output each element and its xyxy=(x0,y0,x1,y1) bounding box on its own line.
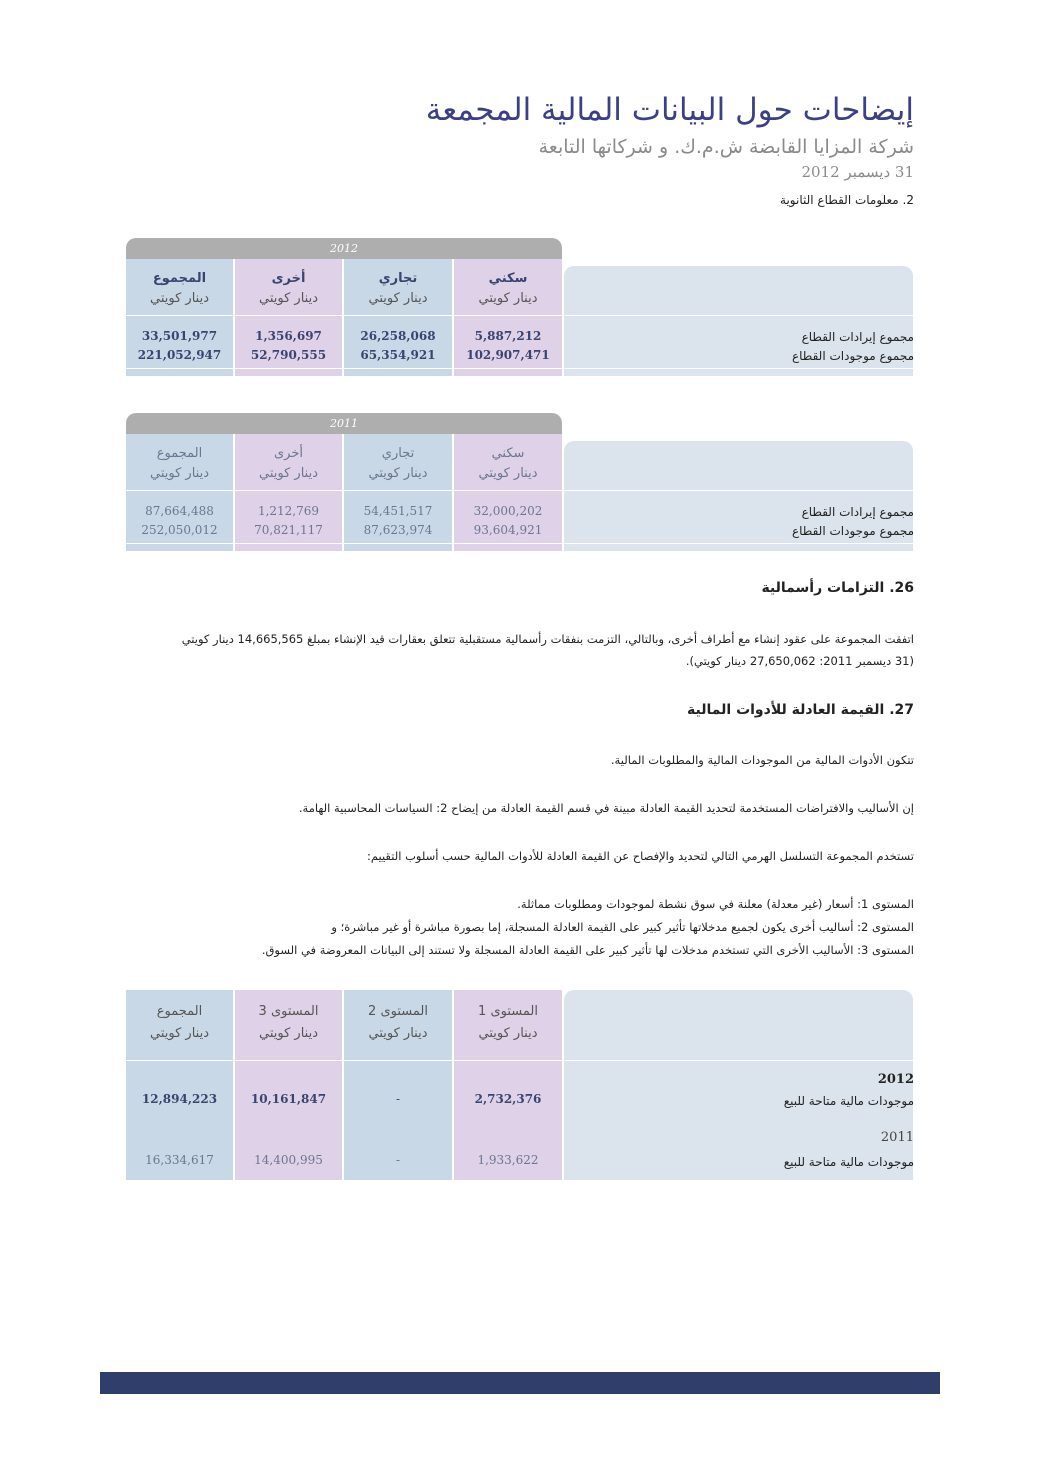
column-other xyxy=(235,434,342,551)
row-label-afs-2012: موجودات مالية متاحة للبيع xyxy=(783,1094,914,1108)
column-level-3 xyxy=(235,990,342,1180)
section-27-paragraph-1: تتكون الأدوات المالية من الموجودات المالية والمطلوبات المالية. xyxy=(610,753,914,767)
column-header: المستوى 3 xyxy=(258,1004,319,1019)
divider xyxy=(126,543,913,544)
divider xyxy=(126,1060,913,1061)
column-total xyxy=(126,990,233,1180)
level-3-definition: المستوى 3: الأساليب الأخرى التي تستخدم مدخلات لها تأثير كبير على القيمة العادلة المسجلة ولا تستند إلى البيانات المعروضة في السوق. xyxy=(261,943,914,957)
cell-assets: 70,821,117 xyxy=(254,523,323,537)
cell-2012: - xyxy=(395,1092,401,1106)
column-header: أخرى xyxy=(271,271,306,286)
section-26-line-1: اتفقت المجموعة على عقود إنشاء مع أطراف أخرى، وبالتالي، التزمت بنفقات رأسمالية مستقبلية تتعلق بعقارات قيد الإنشاء بمبلغ 14,665,565 دينار كويتي xyxy=(181,632,914,646)
column-unit: دينار كويتي xyxy=(150,291,209,306)
column-level-2 xyxy=(344,990,452,1180)
table-2011-year-band: 2011 xyxy=(126,413,562,434)
year-2012-label: 2012 xyxy=(877,1072,914,1087)
column-header: سكني xyxy=(491,446,525,461)
column-header: تجاري xyxy=(381,446,415,461)
column-header: المجموع xyxy=(156,446,203,461)
cell-assets: 65,354,921 xyxy=(360,348,436,362)
column-unit: دينار كويتي xyxy=(478,291,538,306)
cell-revenue: 1,356,697 xyxy=(255,329,322,343)
cell-revenue: 32,000,202 xyxy=(473,504,543,518)
column-unit: دينار كويتي xyxy=(150,466,209,481)
section-2-heading: 2. معلومات القطاع الثانوية xyxy=(780,193,914,207)
cell-2011: 16,334,617 xyxy=(145,1153,214,1167)
company-name: شركة المزايا القابضة ش.م.ك. و شركاتها التابعة xyxy=(538,136,914,158)
year-2011-label: 2011 xyxy=(880,1130,914,1145)
cell-revenue: 26,258,068 xyxy=(360,329,436,343)
row-label-assets: مجموع موجودات القطاع xyxy=(791,524,914,538)
column-header: سكني xyxy=(488,271,528,286)
level-2-definition: المستوى 2: أساليب أخرى يكون لجميع مدخلاتها تأثير كبير على القيمة العادلة المسجلة، إما بصورة مباشرة أو غير مباشرة؛ و xyxy=(331,920,914,934)
cell-assets: 102,907,471 xyxy=(466,348,550,362)
cell-revenue: 54,451,517 xyxy=(363,504,433,518)
cell-assets: 52,790,555 xyxy=(250,348,327,362)
level-1-definition: المستوى 1: أسعار (غير معدلة) معلنة في سوق نشطة لموجودات ومطلوبات مماثلة. xyxy=(517,897,914,911)
cell-2011: - xyxy=(395,1153,401,1167)
cell-revenue: 1,212,769 xyxy=(257,504,320,518)
cell-revenue: 33,501,977 xyxy=(141,329,218,343)
row-label-afs-2011: موجودات مالية متاحة للبيع xyxy=(783,1155,914,1169)
column-total xyxy=(126,259,233,376)
column-header: المستوى 1 xyxy=(478,1004,538,1019)
column-commercial xyxy=(344,259,452,376)
section-27-paragraph-3: تستخدم المجموعة التسلسل الهرمي التالي لتحديد والإفصاح عن القيمة العادلة للأدوات المالية حسب أسلوب التقييم: xyxy=(366,849,914,863)
column-level-1 xyxy=(454,990,562,1180)
cell-2012: 2,732,376 xyxy=(474,1092,542,1106)
column-total xyxy=(126,434,233,551)
cell-assets: 252,050,012 xyxy=(141,523,218,537)
row-label-revenue: مجموع إيرادات القطاع xyxy=(801,330,914,344)
footer-bar xyxy=(100,1372,940,1394)
report-date: 31 ديسمبر 2012 xyxy=(801,163,914,181)
cell-2012: 10,161,847 xyxy=(250,1092,327,1106)
cell-2011: 1,933,622 xyxy=(477,1153,539,1167)
cell-assets: 93,604,921 xyxy=(473,523,543,537)
column-other xyxy=(235,259,342,376)
column-header: المستوى 2 xyxy=(368,1004,428,1019)
column-header: تجاري xyxy=(378,271,418,286)
cell-revenue: 5,887,212 xyxy=(474,329,542,343)
section-26-line-2: (31 ديسمبر 2011: 27,650,062 دينار كويتي). xyxy=(685,654,914,668)
cell-assets: 221,052,947 xyxy=(137,348,222,362)
page-title: إيضاحات حول البيانات المالية المجمعة xyxy=(425,92,914,128)
column-unit: دينار كويتي xyxy=(259,466,318,481)
column-unit: دينار كويتي xyxy=(368,291,428,306)
cell-revenue: 87,664,488 xyxy=(145,504,214,518)
column-unit: دينار كويتي xyxy=(150,1026,209,1041)
column-unit: دينار كويتي xyxy=(259,291,318,306)
section-26-heading: 26. التزامات رأسمالية xyxy=(761,580,914,596)
column-unit: دينار كويتي xyxy=(368,466,428,481)
cell-2012: 12,894,223 xyxy=(141,1092,218,1106)
cell-assets: 87,623,974 xyxy=(363,523,433,537)
column-header: أخرى xyxy=(274,446,303,461)
column-unit: دينار كويتي xyxy=(478,1026,538,1041)
section-27-paragraph-2: إن الأساليب والافتراضات المستخدمة لتحديد القيمة العادلة مبينة في قسم القيمة العادلة من إيضاح 2: السياسات المحاسبية الهامة. xyxy=(298,801,914,815)
column-unit: دينار كويتي xyxy=(478,466,538,481)
fair-value-label-panel xyxy=(564,990,913,1180)
column-residential xyxy=(454,434,562,551)
row-label-assets: مجموع موجودات القطاع xyxy=(791,349,914,363)
divider xyxy=(126,315,913,316)
divider xyxy=(126,368,913,369)
column-header: المجموع xyxy=(156,1004,203,1019)
column-unit: دينار كويتي xyxy=(259,1026,318,1041)
column-unit: دينار كويتي xyxy=(368,1026,428,1041)
column-commercial xyxy=(344,434,452,551)
row-label-revenue: مجموع إيرادات القطاع xyxy=(801,505,914,519)
column-header: المجموع xyxy=(152,271,207,286)
cell-2011: 14,400,995 xyxy=(254,1153,323,1167)
section-27-heading: 27. القيمة العادلة للأدوات المالية xyxy=(687,702,914,718)
table-2012-year-band: 2012 xyxy=(126,238,562,259)
divider xyxy=(126,490,913,491)
column-residential xyxy=(454,259,562,376)
